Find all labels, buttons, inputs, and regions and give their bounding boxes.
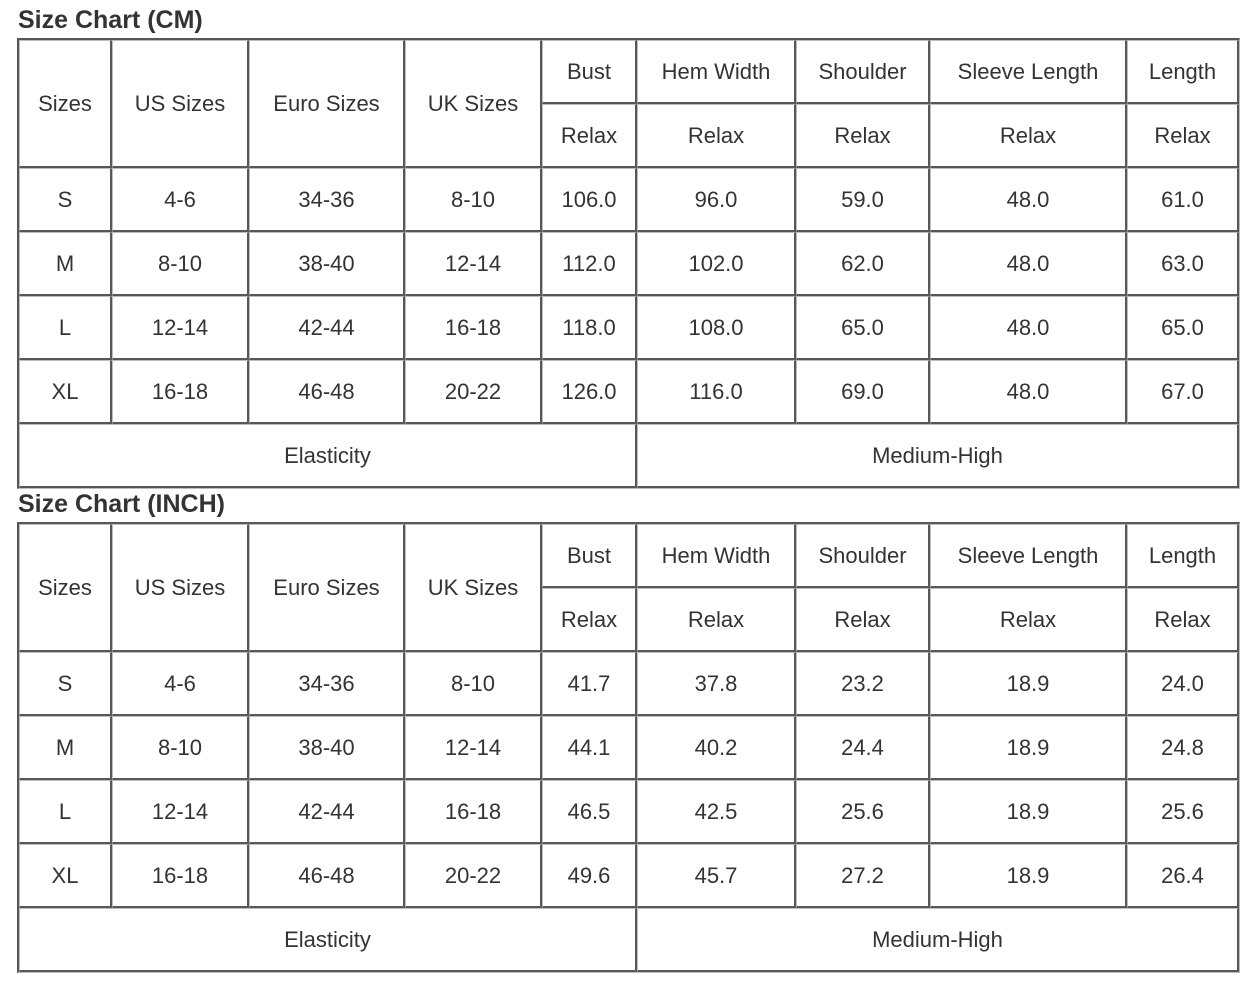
cell-bust: 118.0 — [542, 296, 637, 360]
header-uk-sizes: UK Sizes — [405, 40, 542, 168]
cell-shoulder: 65.0 — [796, 296, 930, 360]
cell-sleeve-length: 18.9 — [930, 780, 1127, 844]
cell-hem-width: 37.8 — [637, 652, 796, 716]
elasticity-label: Elasticity — [19, 908, 637, 972]
cell-us-size: 4-6 — [112, 168, 249, 232]
cell-euro-size: 46-48 — [249, 844, 405, 908]
cell-euro-size: 34-36 — [249, 168, 405, 232]
cell-size: XL — [19, 844, 112, 908]
table-row — [19, 844, 1239, 908]
header-sizes: Sizes — [19, 40, 112, 168]
elasticity-row — [19, 424, 1239, 488]
cell-size: M — [19, 716, 112, 780]
cell-hem-width: 45.7 — [637, 844, 796, 908]
fit-sleeve-length: Relax — [930, 588, 1127, 652]
cell-size: L — [19, 296, 112, 360]
cell-bust: 49.6 — [542, 844, 637, 908]
cell-us-size: 16-18 — [112, 360, 249, 424]
cell-size: S — [19, 168, 112, 232]
fit-sleeve-length: Relax — [930, 104, 1127, 168]
fit-bust: Relax — [542, 588, 637, 652]
cell-uk-size: 12-14 — [405, 716, 542, 780]
cell-bust: 44.1 — [542, 716, 637, 780]
cell-us-size: 8-10 — [112, 716, 249, 780]
chart-title: Size Chart (CM) — [18, 6, 203, 34]
table-row — [19, 232, 1239, 296]
cell-shoulder: 27.2 — [796, 844, 930, 908]
size-table-inch — [17, 522, 1240, 973]
fit-shoulder: Relax — [796, 588, 930, 652]
chart-title: Size Chart (INCH) — [18, 490, 225, 518]
table-row — [19, 652, 1239, 716]
header-us-sizes: US Sizes — [112, 524, 249, 652]
cell-size: M — [19, 232, 112, 296]
cell-sleeve-length: 48.0 — [930, 360, 1127, 424]
cell-sleeve-length: 48.0 — [930, 232, 1127, 296]
elasticity-label: Elasticity — [19, 424, 637, 488]
cell-size: S — [19, 652, 112, 716]
cell-size: L — [19, 780, 112, 844]
fit-bust: Relax — [542, 104, 637, 168]
table-row — [19, 168, 1239, 232]
header-euro-sizes: Euro Sizes — [249, 40, 405, 168]
header-sizes: Sizes — [19, 524, 112, 652]
cell-hem-width: 96.0 — [637, 168, 796, 232]
cell-us-size: 4-6 — [112, 652, 249, 716]
header-bust: Bust — [542, 40, 637, 104]
cell-uk-size: 16-18 — [405, 296, 542, 360]
size-table-cm — [17, 38, 1240, 489]
cell-length: 25.6 — [1127, 780, 1239, 844]
cell-length: 24.0 — [1127, 652, 1239, 716]
cell-length: 61.0 — [1127, 168, 1239, 232]
cell-sleeve-length: 48.0 — [930, 296, 1127, 360]
cell-euro-size: 42-44 — [249, 780, 405, 844]
cell-shoulder: 25.6 — [796, 780, 930, 844]
size-chart-cm — [17, 4, 1237, 489]
header-row — [19, 40, 1239, 104]
header-us-sizes: US Sizes — [112, 40, 249, 168]
cell-length: 67.0 — [1127, 360, 1239, 424]
header-hem-width: Hem Width — [637, 524, 796, 588]
cell-bust: 112.0 — [542, 232, 637, 296]
cell-shoulder: 23.2 — [796, 652, 930, 716]
cell-length: 26.4 — [1127, 844, 1239, 908]
cell-euro-size: 46-48 — [249, 360, 405, 424]
header-hem-width: Hem Width — [637, 40, 796, 104]
cell-bust: 106.0 — [542, 168, 637, 232]
cell-uk-size: 12-14 — [405, 232, 542, 296]
cell-sleeve-length: 48.0 — [930, 168, 1127, 232]
cell-us-size: 12-14 — [112, 780, 249, 844]
cell-uk-size: 20-22 — [405, 360, 542, 424]
cell-hem-width: 116.0 — [637, 360, 796, 424]
cell-euro-size: 38-40 — [249, 232, 405, 296]
table-row — [19, 360, 1239, 424]
header-bust: Bust — [542, 524, 637, 588]
cell-us-size: 16-18 — [112, 844, 249, 908]
cell-sleeve-length: 18.9 — [930, 716, 1127, 780]
fit-shoulder: Relax — [796, 104, 930, 168]
cell-shoulder: 62.0 — [796, 232, 930, 296]
cell-uk-size: 8-10 — [405, 652, 542, 716]
cell-euro-size: 34-36 — [249, 652, 405, 716]
cell-hem-width: 102.0 — [637, 232, 796, 296]
header-length: Length — [1127, 524, 1239, 588]
header-uk-sizes: UK Sizes — [405, 524, 542, 652]
fit-hem-width: Relax — [637, 588, 796, 652]
size-chart-inch — [17, 488, 1237, 973]
fit-hem-width: Relax — [637, 104, 796, 168]
cell-bust: 46.5 — [542, 780, 637, 844]
fit-length: Relax — [1127, 588, 1239, 652]
header-length: Length — [1127, 40, 1239, 104]
table-row — [19, 780, 1239, 844]
elasticity-row — [19, 908, 1239, 972]
fit-length: Relax — [1127, 104, 1239, 168]
cell-sleeve-length: 18.9 — [930, 844, 1127, 908]
elasticity-value: Medium-High — [637, 424, 1239, 488]
header-sleeve-length: Sleeve Length — [930, 40, 1127, 104]
header-shoulder: Shoulder — [796, 524, 930, 588]
cell-bust: 126.0 — [542, 360, 637, 424]
header-euro-sizes: Euro Sizes — [249, 524, 405, 652]
cell-bust: 41.7 — [542, 652, 637, 716]
header-shoulder: Shoulder — [796, 40, 930, 104]
cell-euro-size: 42-44 — [249, 296, 405, 360]
cell-uk-size: 16-18 — [405, 780, 542, 844]
header-sleeve-length: Sleeve Length — [930, 524, 1127, 588]
cell-us-size: 12-14 — [112, 296, 249, 360]
cell-size: XL — [19, 360, 112, 424]
cell-uk-size: 20-22 — [405, 844, 542, 908]
cell-uk-size: 8-10 — [405, 168, 542, 232]
cell-hem-width: 108.0 — [637, 296, 796, 360]
cell-us-size: 8-10 — [112, 232, 249, 296]
cell-euro-size: 38-40 — [249, 716, 405, 780]
cell-hem-width: 42.5 — [637, 780, 796, 844]
elasticity-value: Medium-High — [637, 908, 1239, 972]
header-row — [19, 524, 1239, 588]
cell-length: 24.8 — [1127, 716, 1239, 780]
table-row — [19, 716, 1239, 780]
cell-length: 63.0 — [1127, 232, 1239, 296]
cell-sleeve-length: 18.9 — [930, 652, 1127, 716]
cell-shoulder: 69.0 — [796, 360, 930, 424]
cell-length: 65.0 — [1127, 296, 1239, 360]
cell-hem-width: 40.2 — [637, 716, 796, 780]
cell-shoulder: 59.0 — [796, 168, 930, 232]
cell-shoulder: 24.4 — [796, 716, 930, 780]
table-row — [19, 296, 1239, 360]
